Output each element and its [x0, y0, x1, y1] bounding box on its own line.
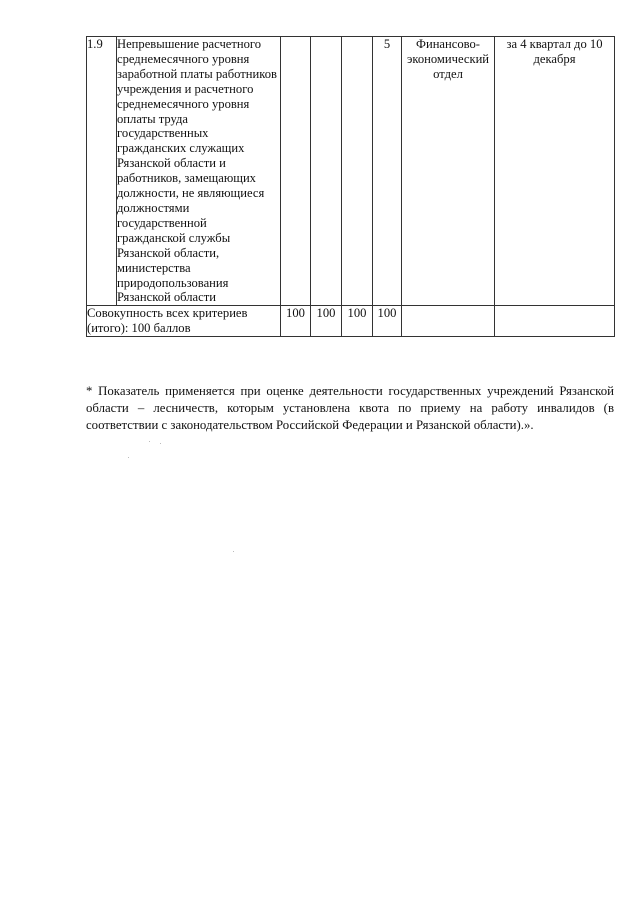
- scan-speck: [160, 443, 161, 444]
- score-cell-3: [342, 37, 373, 306]
- deadline-cell: за 4 квартал до 10 декабря: [495, 37, 615, 306]
- table-row-total: [87, 306, 615, 337]
- scan-speck: [149, 441, 150, 442]
- score-cell-4: 5: [373, 37, 402, 306]
- total-score-4: 100: [373, 306, 402, 337]
- total-score-3: 100: [342, 306, 373, 337]
- responsible-cell: Финансово-экономический отдел: [402, 37, 495, 306]
- total-score-1: 100: [281, 306, 311, 337]
- scan-speck: [128, 457, 129, 458]
- total-deadline-empty: [495, 306, 615, 337]
- criterion-text: Непревышение расчетного среднемесячного уровня заработной платы работников учреждения и расчетного среднемесячного уровня оплаты труда государственных гражданских служащих Рязанской области и работников, замещающих должности, не являющиеся должностями государственной гражданской службы Рязанской области, министерства природопользования Рязанской области: [117, 37, 277, 305]
- score-cell-2: [311, 37, 342, 306]
- criterion-cell: [117, 37, 281, 306]
- criteria-table: [86, 36, 615, 337]
- scan-speck: [233, 551, 234, 552]
- score-cell-1: [281, 37, 311, 306]
- total-label: Совокупность всех критериев (итого): 100 баллов: [87, 306, 281, 337]
- table-row-1-9: [87, 37, 615, 306]
- row-number: 1.9: [87, 37, 117, 306]
- total-score-2: 100: [311, 306, 342, 337]
- total-responsible-empty: [402, 306, 495, 337]
- footnote: * Показатель применяется при оценке деятельности государственных учреждений Рязанской области – лесничеств, которым установлена квота по приему на работу инвалидов (в соответствии с законодательством Российской Федерации и Рязанской области).».: [86, 384, 614, 433]
